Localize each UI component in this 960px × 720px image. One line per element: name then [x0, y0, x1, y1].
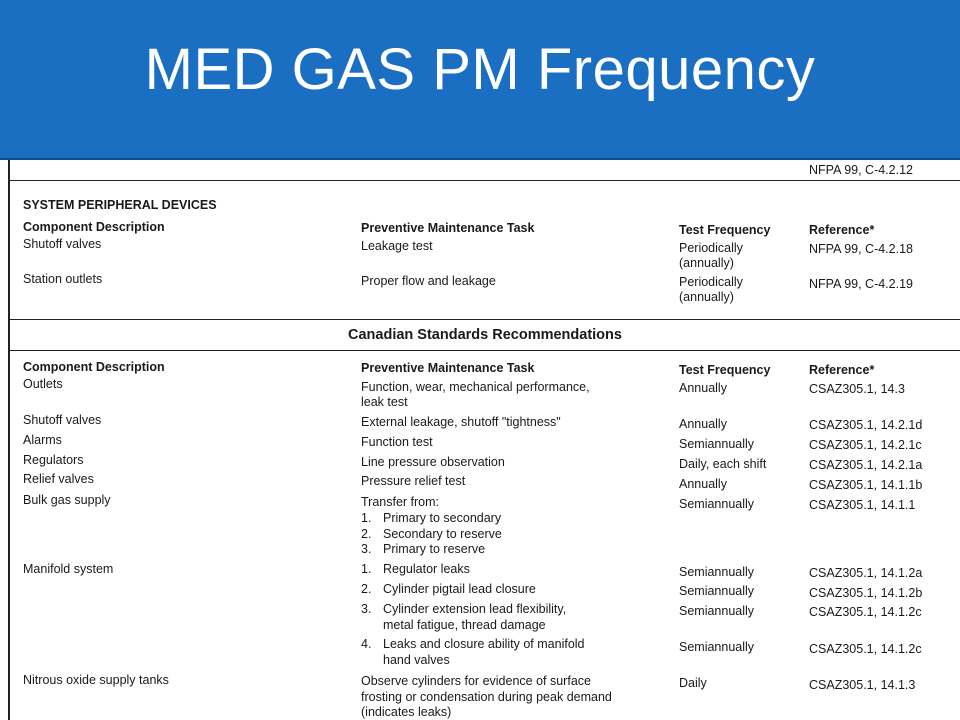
- table-row-component: Shutoff valves: [23, 413, 102, 427]
- table-row-reference: CSAZ305.1, 14.1.2c: [809, 605, 922, 619]
- table-row-task: Leakage test: [361, 239, 433, 253]
- table-row-task: Proper flow and leakage: [361, 274, 496, 288]
- table-row-reference: CSAZ305.1, 14.2.1a: [809, 458, 923, 472]
- list-item: 2. Secondary to reserve: [361, 527, 502, 541]
- table-row-reference: CSAZ305.1, 14.2.1c: [809, 438, 922, 452]
- list-item-cont: hand valves: [383, 653, 450, 667]
- table-row-frequency: Semiannually: [679, 437, 755, 451]
- table-row-frequency: Semiannually: [679, 565, 755, 579]
- list-item-cont: metal fatigue, thread damage: [383, 618, 546, 632]
- table-row-component: Relief valves: [23, 472, 94, 486]
- table-row-task-cont: (indicates leaks): [361, 705, 452, 719]
- table-row-reference: CSAZ305.1, 14.1.2c: [809, 642, 922, 656]
- table-row-reference: NFPA 99, C-4.2.19: [809, 277, 913, 291]
- table-row-component: Shutoff valves: [23, 237, 102, 251]
- table-row-frequency-note: (annually): [679, 290, 734, 304]
- table-row-frequency: Annually: [679, 381, 727, 395]
- table-row-task: Transfer from:: [361, 495, 440, 509]
- section2-col-task: Preventive Maintenance Task: [361, 361, 535, 375]
- table-row-component: Bulk gas supply: [23, 493, 111, 507]
- list-item: 3. Primary to reserve: [361, 542, 486, 556]
- list-item: 1. Regulator leaks: [361, 562, 470, 576]
- section2-col-component: Component Description: [23, 360, 165, 374]
- table-row-frequency: Daily: [679, 676, 707, 690]
- table-row-frequency: Daily, each shift: [679, 457, 767, 471]
- table-row-frequency: Semiannually: [679, 604, 755, 618]
- table-row-task-cont: leak test: [361, 395, 408, 409]
- list-item: 3. Cylinder extension lead flexibility,: [361, 602, 567, 616]
- list-item: 4. Leaks and closure ability of manifold: [361, 637, 585, 651]
- table-row-reference: CSAZ305.1, 14.1.2a: [809, 566, 923, 580]
- table-row-component: Nitrous oxide supply tanks: [23, 673, 169, 687]
- list-item: 1. Primary to secondary: [361, 511, 502, 525]
- table-row-reference: CSAZ305.1, 14.1.1: [809, 498, 916, 512]
- section1-col-task: Preventive Maintenance Task: [361, 221, 535, 235]
- table-row-task: Observe cylinders for evidence of surface: [361, 674, 591, 688]
- table-row-component: Alarms: [23, 433, 62, 447]
- section1-heading: SYSTEM PERIPHERAL DEVICES: [23, 198, 217, 212]
- list-item: 2. Cylinder pigtail lead closure: [361, 582, 536, 596]
- section2-col-reference: Reference*: [809, 363, 875, 377]
- divider-section2-top: [10, 319, 960, 320]
- table-row-component: Manifold system: [23, 562, 114, 576]
- slide-title: MED GAS PM Frequency: [144, 37, 816, 102]
- title-banner: [0, 0, 960, 160]
- table-row-reference: CSAZ305.1, 14.1.3: [809, 678, 916, 692]
- section2-heading: Canadian Standards Recommendations: [348, 327, 622, 343]
- table-row-reference: CSAZ305.1, 14.1.1b: [809, 478, 923, 492]
- table-row-frequency: Periodically: [679, 275, 743, 289]
- divider-section2-bottom: [10, 350, 960, 351]
- table-row-frequency-note: (annually): [679, 256, 734, 270]
- table-row-task: Function, wear, mechanical performance,: [361, 380, 590, 394]
- table-row-task: External leakage, shutoff "tightness": [361, 415, 561, 429]
- table-row-frequency: Semiannually: [679, 584, 755, 598]
- table-row-frequency: Periodically: [679, 241, 743, 255]
- divider-top: [10, 180, 960, 181]
- table-row-frequency: Semiannually: [679, 497, 755, 511]
- table-row-component: Outlets: [23, 377, 63, 391]
- table-row-task: Line pressure observation: [361, 455, 505, 469]
- table-row-frequency: Annually: [679, 417, 727, 431]
- table-row-frequency: Semiannually: [679, 640, 755, 654]
- top-reference: NFPA 99, C-4.2.12: [809, 163, 913, 177]
- table-row-component: Regulators: [23, 453, 84, 467]
- scanned-document: [8, 160, 960, 720]
- table-row-component: Station outlets: [23, 272, 103, 286]
- section2-col-frequency: Test Frequency: [679, 363, 771, 377]
- section1-col-component: Component Description: [23, 220, 165, 234]
- table-row-task: Function test: [361, 435, 433, 449]
- table-row-reference: NFPA 99, C-4.2.18: [809, 242, 913, 256]
- table-row-task-cont: frosting or condensation during peak demand: [361, 690, 612, 704]
- table-row-frequency: Annually: [679, 477, 727, 491]
- section1-col-reference: Reference*: [809, 223, 875, 237]
- table-row-reference: CSAZ305.1, 14.1.2b: [809, 586, 923, 600]
- table-row-task: Pressure relief test: [361, 474, 466, 488]
- table-row-reference: CSAZ305.1, 14.2.1d: [809, 418, 923, 432]
- table-row-reference: CSAZ305.1, 14.3: [809, 382, 905, 396]
- section1-col-frequency: Test Frequency: [679, 223, 771, 237]
